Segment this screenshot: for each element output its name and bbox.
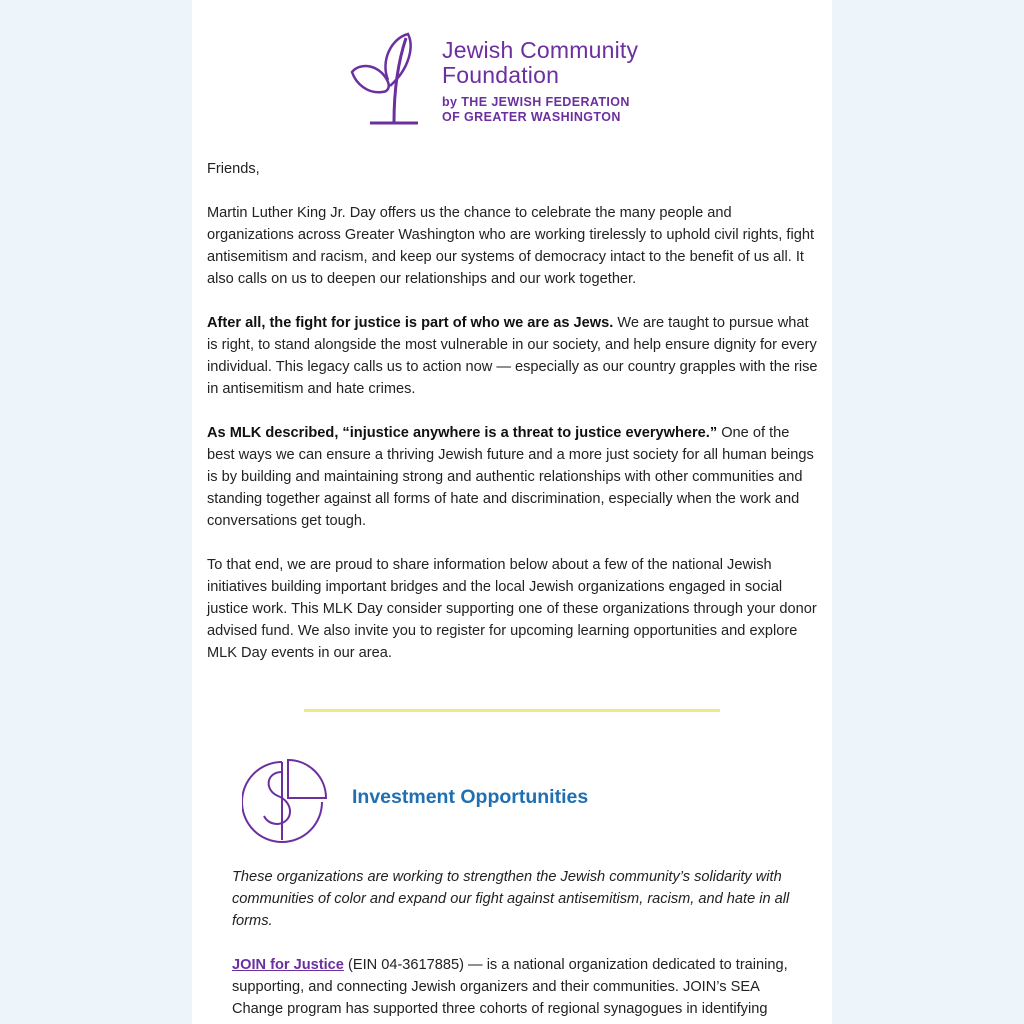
- investment-section: [232, 866, 802, 1024]
- email-body: [192, 0, 832, 1024]
- org-description: (EIN 04-3617885) — is a national organization dedicated to training, supporting, and connecting Jewish organizers and their communities. JOIN’s SEA Change program has supported three cohorts of regional synagogues in identifying: [232, 957, 788, 1017]
- org-join-for-justice: [232, 954, 802, 1020]
- logo-name-line1: Jewish Community: [442, 37, 639, 63]
- paragraph-3: [207, 422, 819, 532]
- paragraph-3-text: One of the best ways we can ensure a thriving Jewish future and a more just society for all human beings is by building and maintaining strong and authentic relationships with other communities and standing together against all forms of hate and discrimination, especially when the work and conversations get tough.: [207, 425, 814, 529]
- logo-sub-line1: by THE JEWISH FEDERATION: [442, 95, 630, 109]
- dollar-circle-icon: [242, 758, 330, 846]
- logo-subtitle: [442, 95, 630, 124]
- sprout-leaf-icon: [350, 32, 440, 128]
- logo-name-line2: Foundation: [442, 62, 560, 88]
- investment-intro: [232, 866, 802, 932]
- jcf-logo[interactable]: [350, 32, 676, 128]
- paragraph-3-bold: As MLK described, “injustice anywhere is a threat to justice everywhere.”: [207, 425, 718, 441]
- investment-intro-text: These organizations are working to strengthen the Jewish community’s solidarity with communities of color and expand our fight against antisemitism, racism, and hate in all forms.: [232, 869, 790, 929]
- paragraph-2-text: We are taught to pursue what is right, to stand alongside the most vulnerable in our society, and help ensure dignity for every individual. This legacy calls us to action now — especially as our country grapples with the rise in antisemitism and hate crimes.: [207, 315, 818, 397]
- paragraph-1: Martin Luther King Jr. Day offers us the chance to celebrate the many people and organizations across Greater Washington who are working tirelessly to uphold civil rights, fight antisemitism and racism, and keep our systems of democracy intact to the benefit of us all. It also calls on us to deepen our relationships and our work together.: [207, 205, 815, 287]
- section-divider: [304, 709, 720, 712]
- paragraph-4: To that end, we are proud to share information below about a few of the national Jewish initiatives building important bridges and the local Jewish organizations engaged in social justice work. This MLK Day consider supporting one of these organizations through your donor advised fund. We also invite you to register for upcoming learning opportunities and explore MLK Day events in our area.: [207, 557, 817, 661]
- join-for-justice-link[interactable]: JOIN for Justice: [232, 957, 344, 973]
- paragraph-2-bold: After all, the fight for justice is part of who we are as Jews.: [207, 315, 614, 331]
- logo-name: [442, 38, 638, 88]
- greeting: Friends,: [207, 161, 260, 177]
- letter-body: [207, 158, 819, 686]
- logo-sub-line2: OF GREATER WASHINGTON: [442, 109, 621, 124]
- paragraph-2: [207, 312, 819, 400]
- investment-title: Investment Opportunities: [352, 786, 589, 808]
